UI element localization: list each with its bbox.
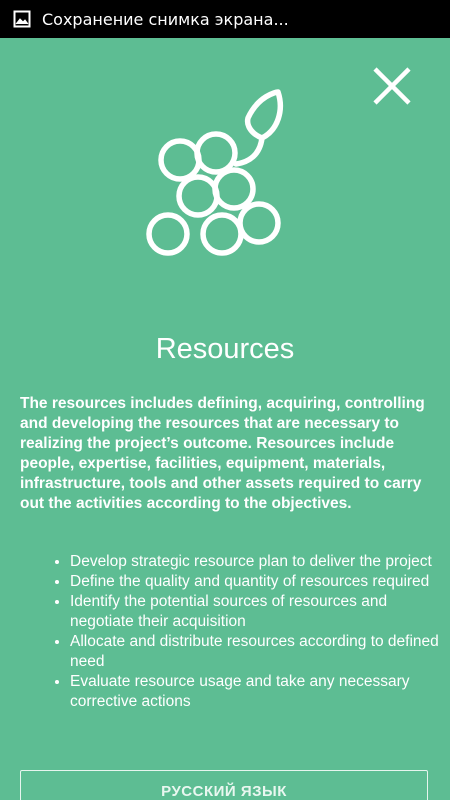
screenshot-icon <box>12 9 32 29</box>
page-title: Resources <box>155 333 295 365</box>
description-text: The resources includes defining, acquiring, controlling and developing the resources that are necessary to realizing the project’s outcome. Resources include people, expertise, facilities, equipment, materials, infrastructure, tools and other assets required to carry out the activities according to the objectives. <box>20 395 425 512</box>
status-notification-text: Сохранение снимка экрана... <box>42 9 289 29</box>
close-button[interactable] <box>368 62 416 110</box>
close-icon <box>368 62 416 110</box>
status-bar <box>0 0 450 38</box>
list-item: • Allocate and distribute resources according to defined need <box>70 632 450 672</box>
grapes-icon <box>138 88 298 298</box>
list-item: • Develop strategic resource plan to deliver the project <box>70 552 450 572</box>
activity-list <box>50 552 450 712</box>
russian-language-button[interactable]: РУССКИЙ ЯЗЫК <box>20 770 428 800</box>
list-item: • Evaluate resource usage and take any necessary corrective actions <box>70 672 450 712</box>
list-item: • Identify the potential sources of resources and negotiate their acquisition <box>70 592 450 632</box>
list-item: • Define the quality and quantity of resources required <box>70 572 450 592</box>
